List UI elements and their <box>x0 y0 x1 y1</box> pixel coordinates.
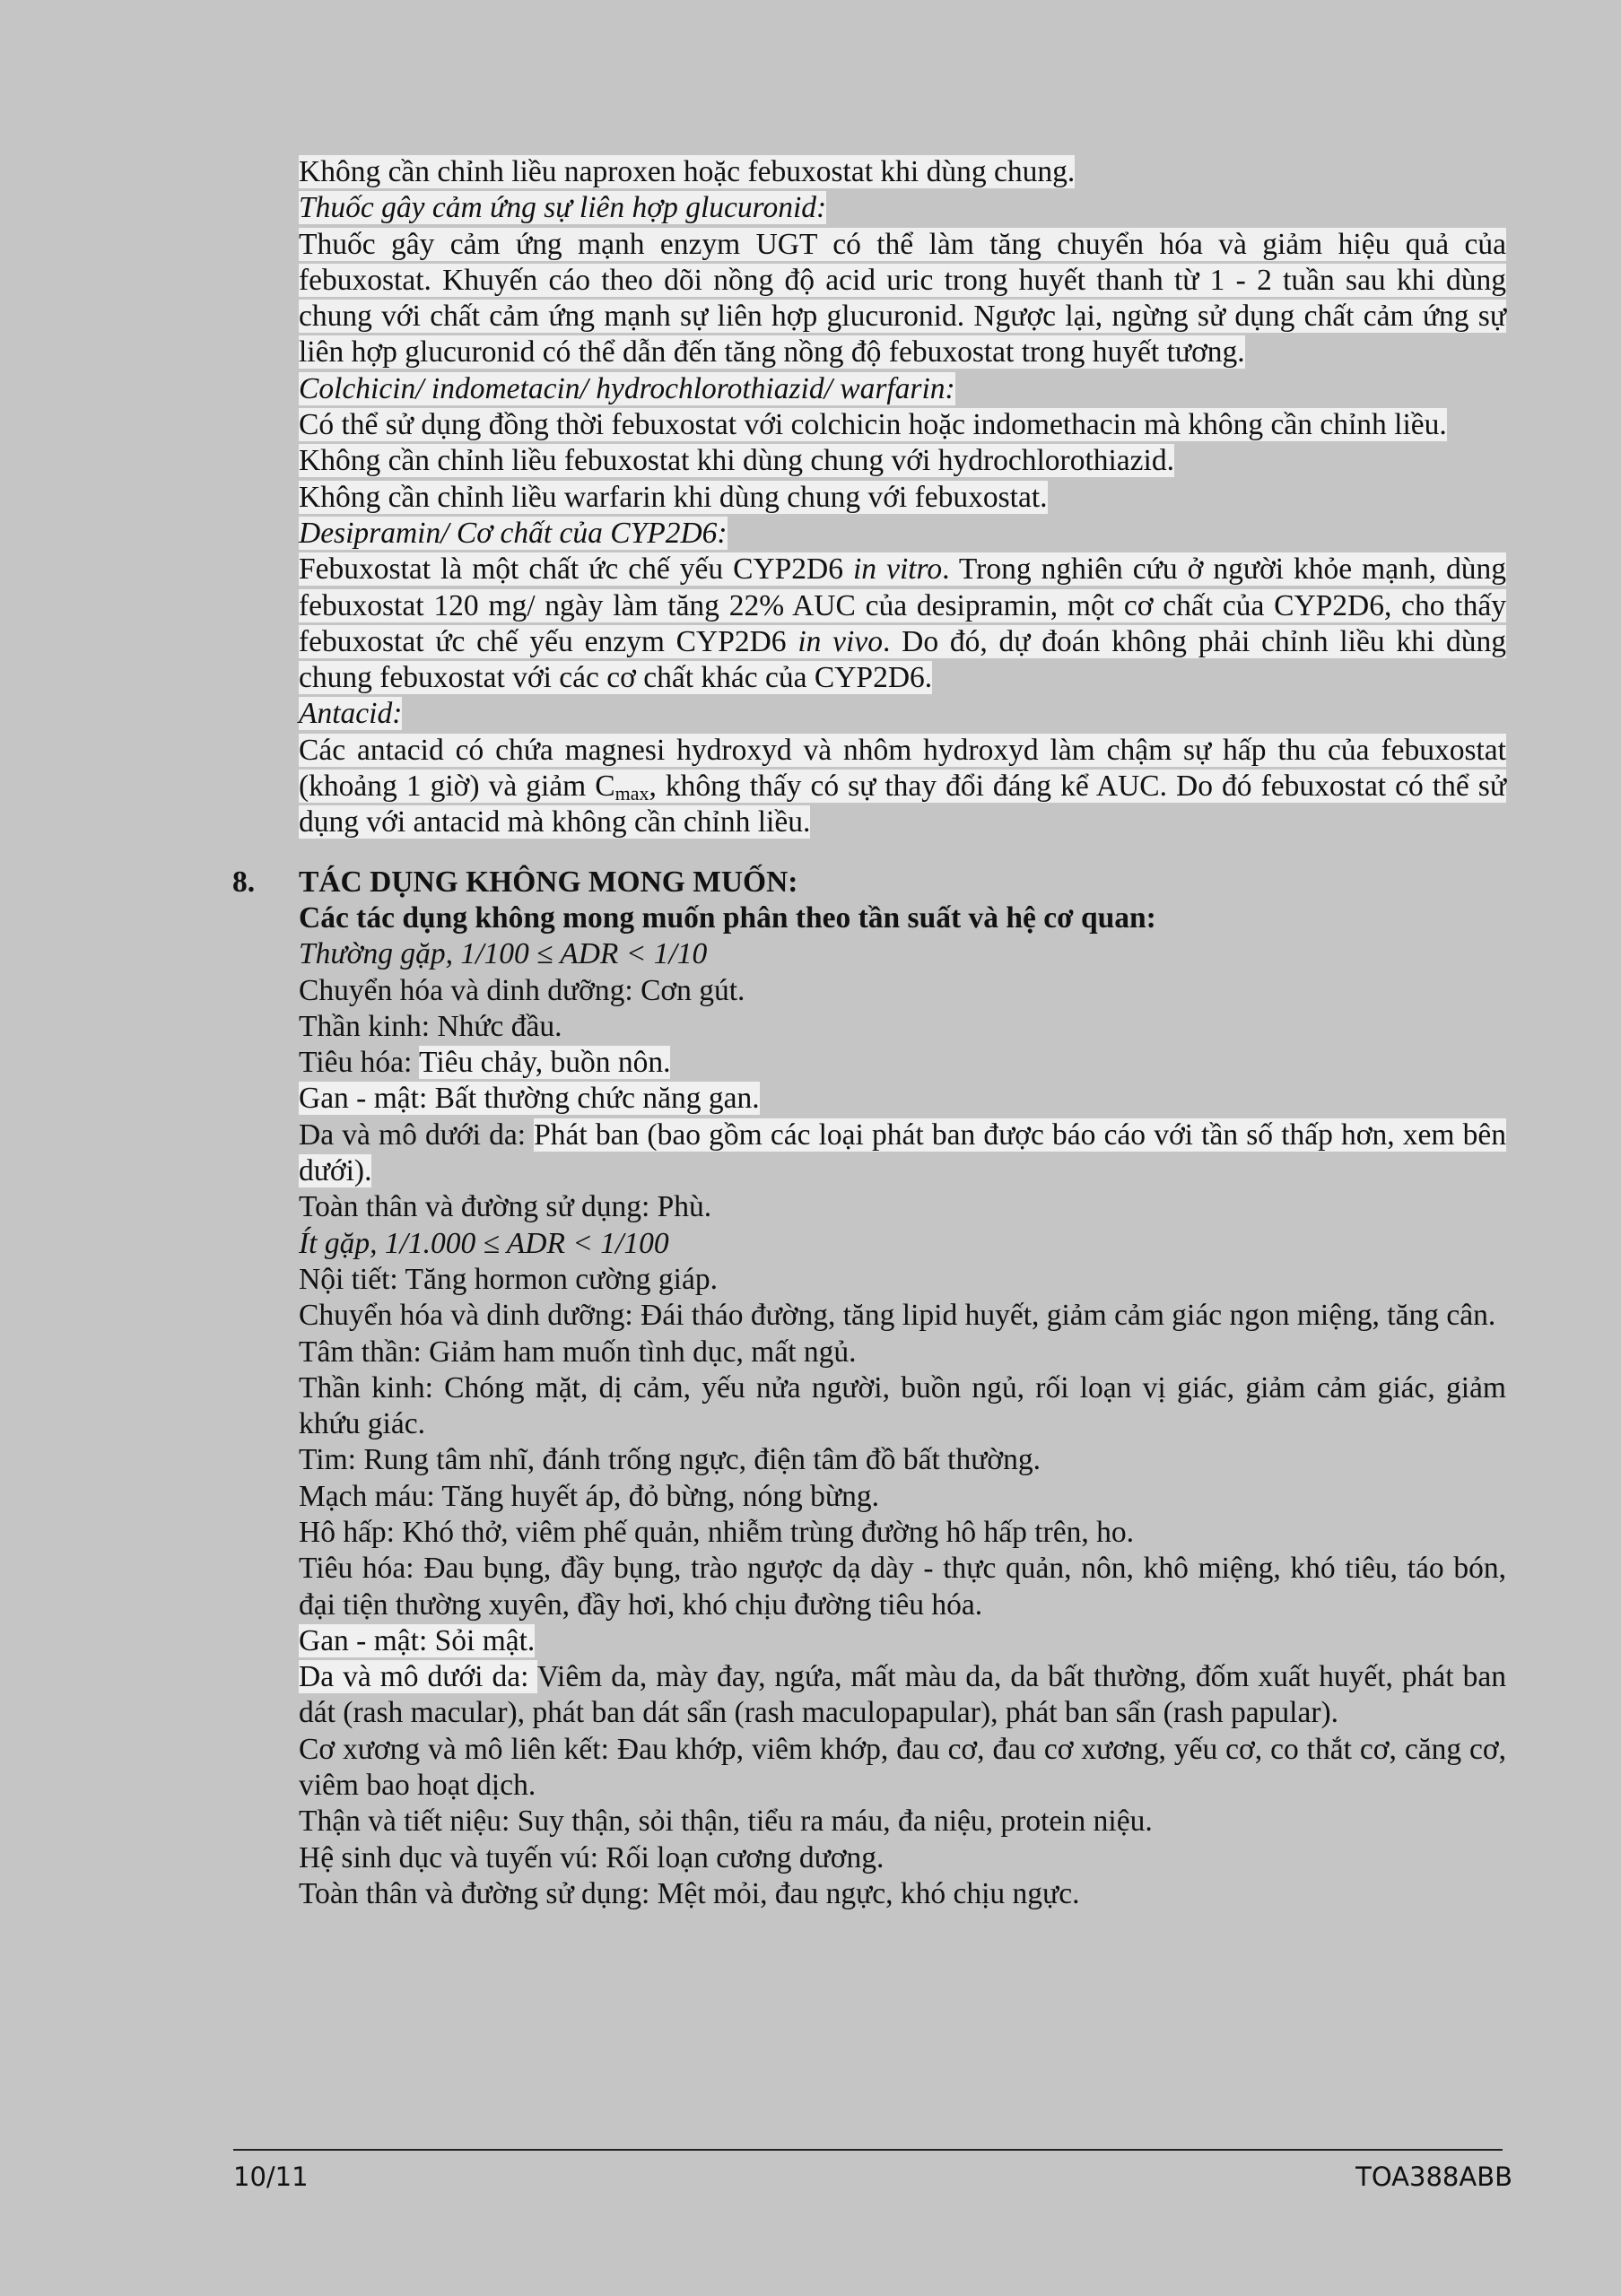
list-item: Thần kinh: Chóng mặt, dị cảm, yếu nửa người, buồn ngủ, rối loạn vị giác, giảm cảm giác, giảm khứu giác. <box>299 1370 1506 1441</box>
paragraph-ugt: Thuốc gây cảm ứng mạnh enzym UGT có thể làm tăng chuyển hóa và giảm hiệu quả của febuxostat. Khuyến cáo theo dõi nồng độ acid uric trong huyết thanh từ 1 - 2 tuần sau khi dùng chung với chất cảm ứng mạnh sự liên hợp glucuronid. Ngược lại, ngừng sử dụng chất cảm ứng sự liên hợp glucuronid có thể dẫn đến tăng nồng độ febuxostat trong huyết tương. <box>299 227 1506 370</box>
paragraph-antacid: Các antacid có chứa magnesi hydroxyd và nhôm hydroxyd làm chậm sự hấp thu của febuxostat (khoảng 1 giờ) và giảm $C_{max}$, không thấy có sự thay đổi đáng kể AUC. Do đó febuxostat có thể sử dụng với antacid mà không cần chỉnh liều. <box>299 733 1506 839</box>
list-item: Tim: Rung tâm nhĩ, đánh trống ngực, điện tâm đồ bất thường. <box>299 1443 1041 1477</box>
frequency-heading-common: Thường gặp, 1/100 ≤ ADR < 1/10 <box>299 937 708 971</box>
list-item: Chuyển hóa và dinh dưỡng: Đái tháo đường, tăng lipid huyết, giảm cảm giác ngon miệng, tăng cân. <box>299 1299 1496 1333</box>
list-item: Thận và tiết niệu: Suy thận, sỏi thận, tiểu ra máu, đa niệu, protein niệu. <box>299 1805 1153 1839</box>
subheading-glucuronid: Thuốc gây cảm ứng sự liên hợp glucuronid: <box>299 191 827 225</box>
list-item: Toàn thân và đường sử dụng: Phù. <box>299 1190 712 1224</box>
paragraph-desipramin: Febuxostat là một chất ức chế yếu CYP2D6 in vitro. Trong nghiên cứu ở người khỏe mạnh, dùng febuxostat 120 mg/ ngày làm tăng 22% AUC của desipramin, một cơ chất của CYP2D6, cho thấy febuxostat ức chế yếu enzym CYP2D6 in vivo. Do đó, dự đoán không phải chỉnh liều khi dùng chung febuxostat với các cơ chất khác của CYP2D6. <box>299 552 1506 695</box>
document-body <box>232 154 1506 1912</box>
list-item: Hô hấp: Khó thở, viêm phế quản, nhiễm trùng đường hô hấp trên, ho. <box>299 1515 1134 1549</box>
page-number: 10/11 <box>233 2161 309 2192</box>
list-item: Da và mô dưới da: Viêm da, mày đay, ngứa, mất màu da, da bất thường, đốm xuất huyết, phát ban dát (rash macular), phát ban dát sẩn (rash maculopapular), phát ban sẩn (rash papular). <box>299 1660 1506 1730</box>
list-item: Tâm thần: Giảm ham muốn tình dục, mất ngủ. <box>299 1335 857 1369</box>
list-item: Da và mô dưới da: Phát ban (bao gồm các loại phát ban được báo cáo với tần số thấp hơn, xem bên dưới). <box>299 1118 1506 1188</box>
list-item: Mạch máu: Tăng huyết áp, đỏ bừng, nóng bừng. <box>299 1479 879 1513</box>
list-item: Nội tiết: Tăng hormon cường giáp. <box>299 1262 718 1296</box>
list-item: Toàn thân và đường sử dụng: Mệt mỏi, đau ngực, khó chịu ngực. <box>299 1876 1080 1910</box>
list-item: Hệ sinh dục và tuyến vú: Rối loạn cương dương. <box>299 1840 885 1874</box>
list-item: Chuyển hóa và dinh dưỡng: Cơn gút. <box>299 973 745 1007</box>
list-item: Gan - mật: Bất thường chức năng gan. <box>299 1082 760 1116</box>
paragraph-warfarin: Không cần chỉnh liều warfarin khi dùng chung với febuxostat. <box>299 480 1048 514</box>
footer-divider <box>233 2149 1503 2151</box>
document-code: TOA388ABB <box>1355 2161 1512 2192</box>
subheading-desipramin: Desipramin/ Cơ chất của CYP2D6: <box>299 516 728 550</box>
list-item: Tiêu hóa: Tiêu chảy, buồn nôn. <box>299 1046 671 1080</box>
section-number: 8. <box>232 865 256 899</box>
section-subtitle: Các tác dụng không mong muốn phân theo tần suất và hệ cơ quan: <box>299 900 1156 935</box>
paragraph-colchicin: Có thể sử dụng đồng thời febuxostat với colchicin hoặc indomethacin mà không cần chỉnh liều. <box>299 408 1447 442</box>
section-adverse-effects <box>232 865 1506 1913</box>
frequency-heading-uncommon: Ít gặp, 1/1.000 ≤ ADR < 1/100 <box>299 1226 669 1260</box>
text-line: Không cần chỉnh liều naproxen hoặc febuxostat khi dùng chung. <box>299 155 1076 188</box>
list-item: Cơ xương và mô liên kết: Đau khớp, viêm khớp, đau cơ, đau cơ xương, yếu cơ, co thắt cơ, căng cơ, viêm bao hoạt dịch. <box>299 1732 1506 1803</box>
section-title: TÁC DỤNG KHÔNG MONG MUỐN: <box>299 865 798 899</box>
list-item: Tiêu hóa: Đau bụng, đầy bụng, trào ngược dạ dày - thực quản, nôn, khô miệng, khó tiêu, táo bón, đại tiện thường xuyên, đầy hơi, khó chịu đường tiêu hóa. <box>299 1552 1506 1622</box>
list-item: Thần kinh: Nhức đầu. <box>299 1009 562 1043</box>
subheading-colchicin: Colchicin/ indometacin/ hydrochlorothiazid/ warfarin: <box>299 371 955 405</box>
subheading-antacid: Antacid: <box>299 697 403 731</box>
list-item: Gan - mật: Sỏi mật. <box>299 1623 536 1657</box>
paragraph-hydrochlorothiazid: Không cần chỉnh liều febuxostat khi dùng chung với hydrochlorothiazid. <box>299 444 1174 478</box>
